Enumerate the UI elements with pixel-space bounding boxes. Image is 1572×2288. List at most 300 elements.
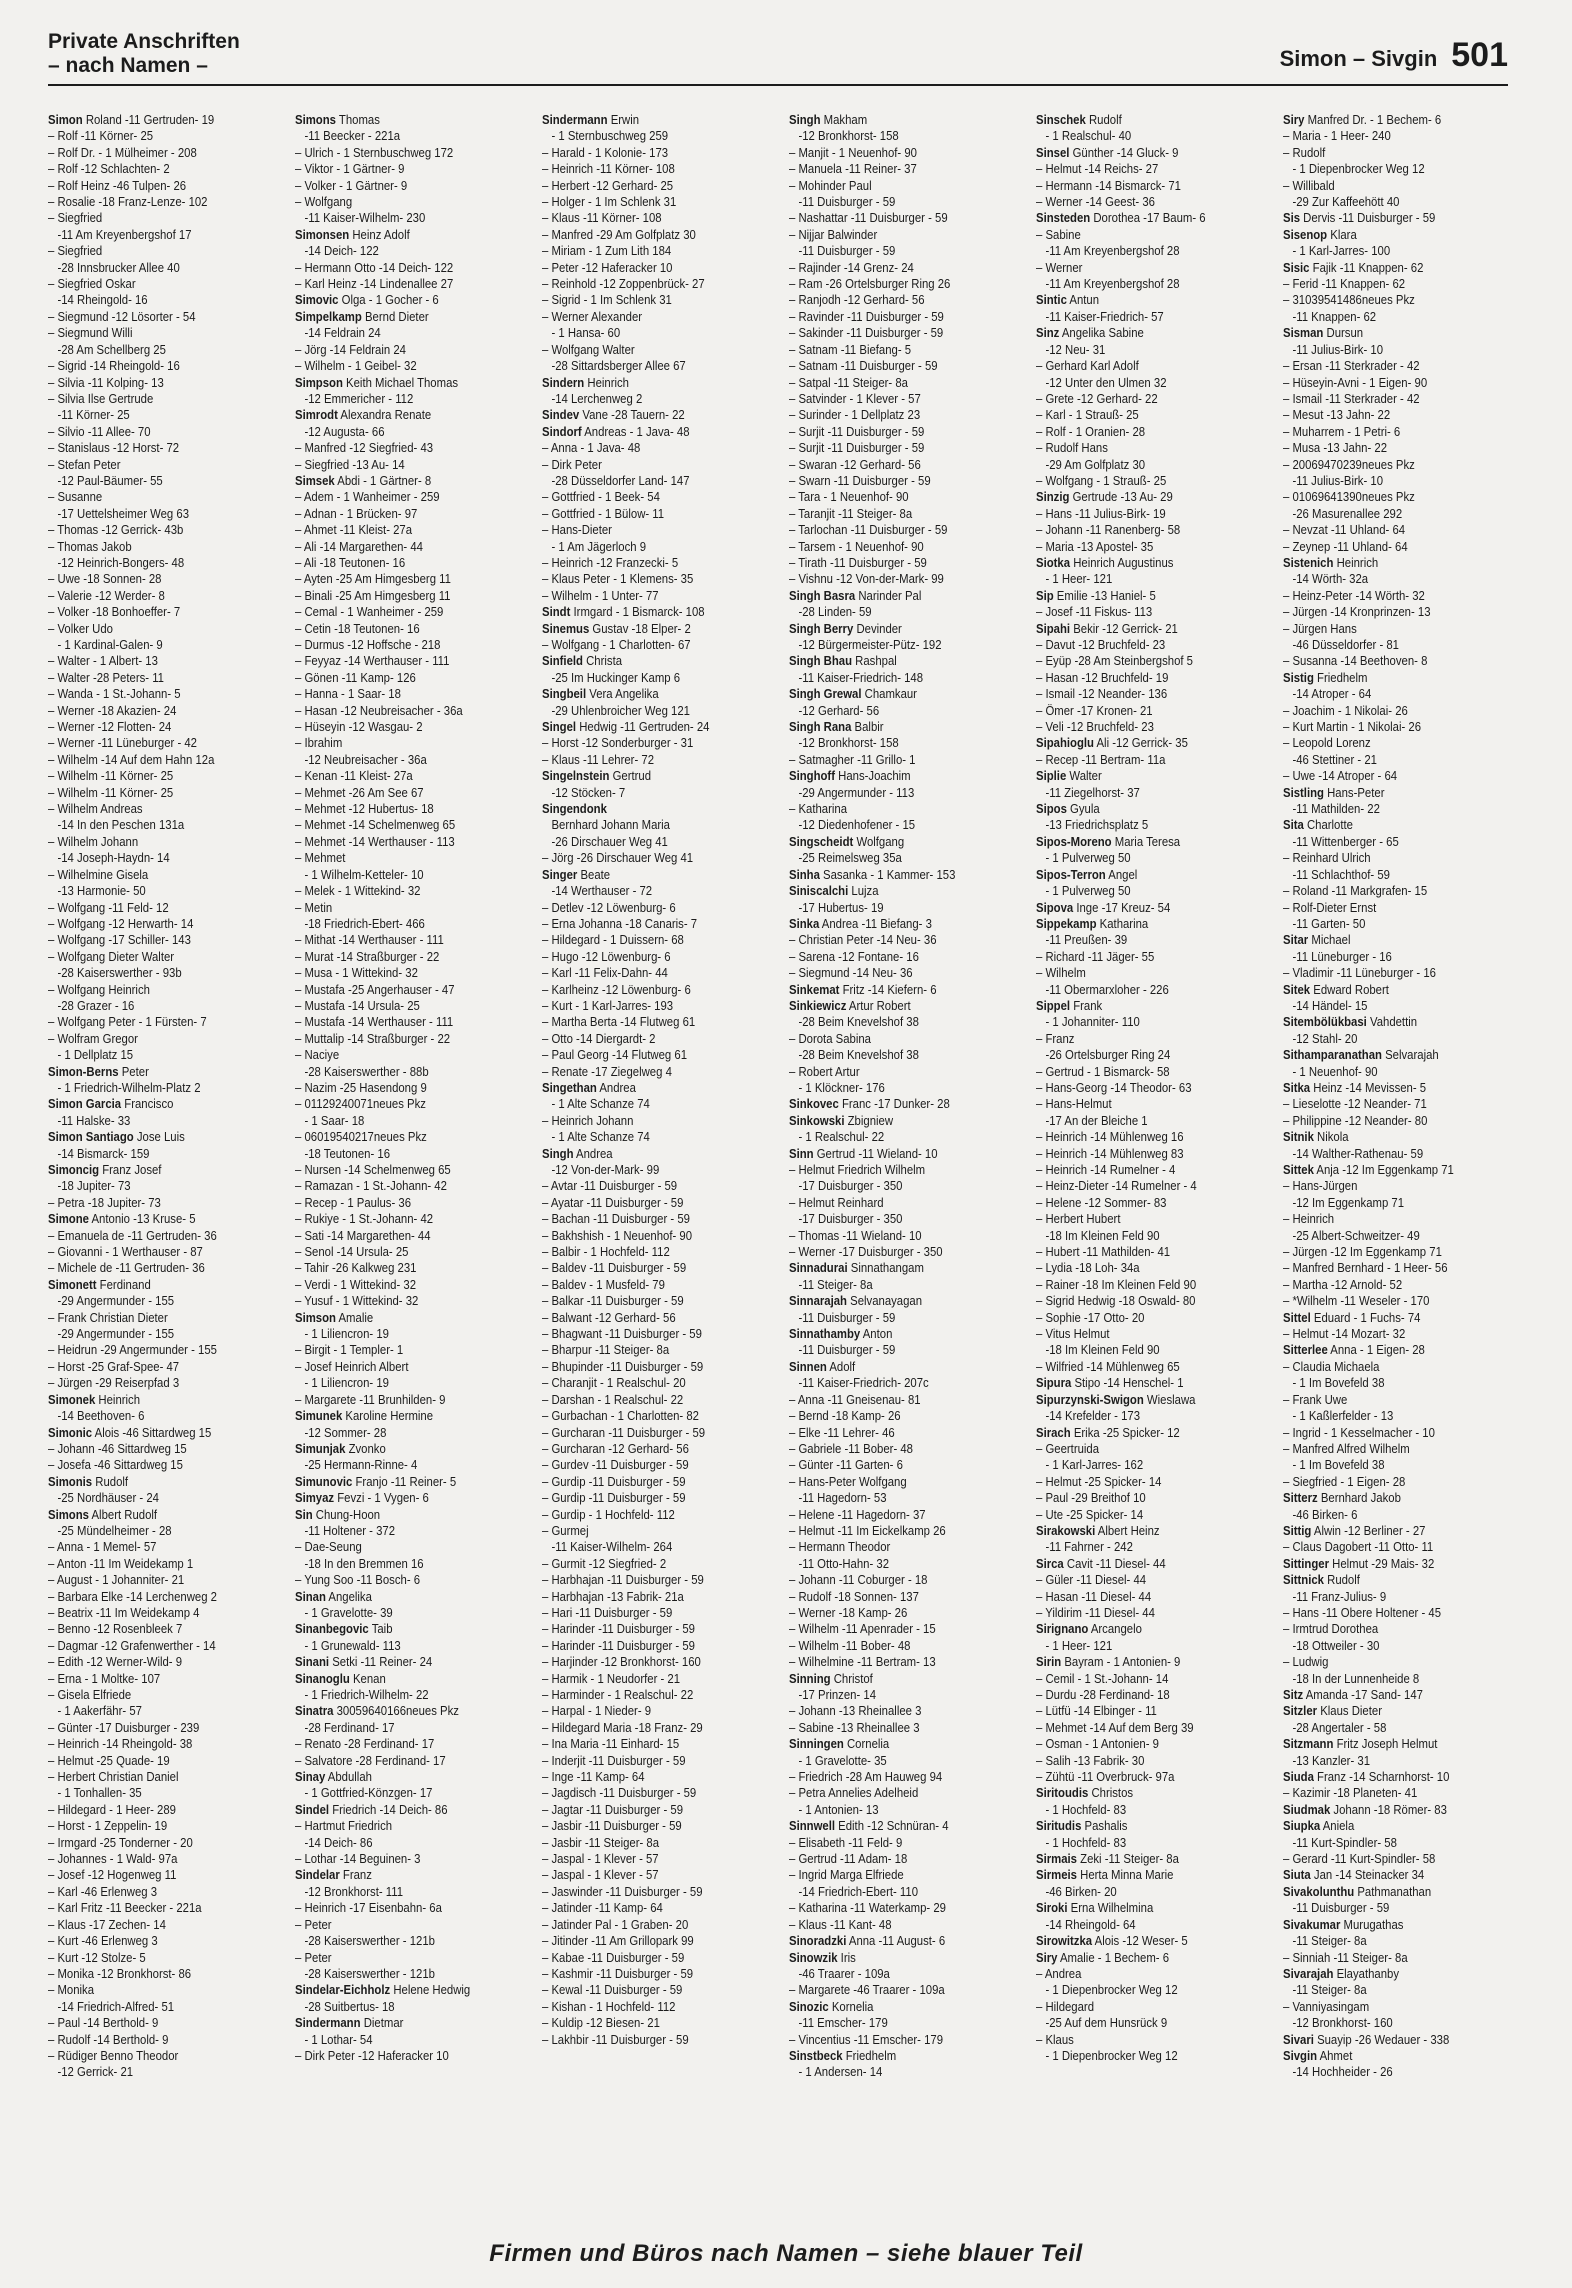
surname: Sinz — [1036, 325, 1060, 341]
entry-text: – Margarete -11 Brunhilden- 9 — [295, 1391, 446, 1407]
listing-entry — [789, 358, 1013, 374]
listing-entry — [1036, 735, 1260, 751]
listing-entry — [295, 1490, 519, 1506]
address-line: -28 Kaiserswerther - 88b — [304, 1063, 429, 1079]
listing-entry — [789, 1539, 1013, 1572]
listing-entry — [789, 145, 1013, 161]
surname: Sinning — [789, 1670, 831, 1686]
entry-text: Bernd Dieter — [364, 308, 429, 324]
listing-entry — [542, 1359, 766, 1375]
entry-text: Selvarajah — [1385, 1047, 1439, 1063]
listing-entry — [48, 1900, 272, 1916]
listing-entry — [48, 604, 272, 620]
listing-entry — [789, 1621, 1013, 1637]
surname: Sintic — [1036, 292, 1067, 308]
listing-entry — [789, 391, 1013, 407]
entry-text: – Silvia Ilse Gertrude — [48, 390, 154, 406]
entry-text: – Surinder - 1 Dellplatz 23 — [789, 407, 921, 423]
listing-entry — [295, 637, 519, 653]
entry-text: – Ravinder -11 Duisburger - 59 — [789, 308, 944, 324]
entry-text: – Bhagwant -11 Duisburger - 59 — [542, 1326, 702, 1342]
entry-text: – Wolfgang -17 Schiller- 143 — [48, 932, 191, 948]
surname: Simons — [295, 112, 336, 127]
entry-text: – Rudolf -14 Berthold- 9 — [48, 2031, 169, 2047]
surname: Sinfield — [542, 653, 583, 669]
entry-text: – Jagtar -11 Duisburger - 59 — [542, 1801, 683, 1817]
listing-entry — [789, 1933, 1013, 1949]
surname: Siotka — [1036, 554, 1071, 570]
listing-entry — [1036, 998, 1260, 1031]
listing-entry — [1283, 817, 1507, 850]
listing-entry — [542, 1982, 766, 1998]
entry-text: Dietmar — [363, 2015, 404, 2031]
surname: Sistenich — [1283, 554, 1334, 570]
address-line: -17 Prinzen- 14 — [798, 1687, 877, 1702]
entry-text: – Frank Christian Dieter — [48, 1309, 168, 1325]
entry-text: – Hans -11 Obere Holtener - 45 — [1283, 1604, 1442, 1620]
listing-entry — [1036, 900, 1260, 916]
listing-entry — [48, 1457, 272, 1473]
entry-text: – Mesut -13 Jahn- 22 — [1283, 407, 1391, 423]
entry-text: Erwin — [610, 112, 640, 127]
entry-text: – Durmus -12 Hoffsche - 218 — [295, 637, 441, 652]
address-line: -14 Krefelder - 173 — [1045, 1408, 1141, 1424]
entry-text: Edward Robert — [1313, 981, 1389, 997]
surname: Sinnarajah — [789, 1293, 847, 1309]
surname: Sinkovec — [789, 1096, 839, 1112]
listing-entry — [789, 916, 1013, 932]
listing-entry — [542, 440, 766, 456]
listing-entry — [48, 801, 272, 834]
surname: Simon-Berns — [48, 1063, 119, 1079]
entry-text: – Viktor - 1 Gärtner- 9 — [295, 161, 405, 177]
listing-entry — [542, 686, 766, 719]
entry-text: – Feyyaz -14 Werthauser - 111 — [295, 653, 450, 669]
address-line: -11 Preußen- 39 — [1045, 932, 1128, 948]
entry-text: – Klaus — [1036, 2031, 1074, 2047]
listing-entry — [542, 1490, 766, 1506]
address-line: -28 Kaiserswerther - 121b — [304, 1965, 435, 1981]
listing-entry — [542, 1835, 766, 1851]
entry-text: – Vanniyasingam — [1283, 1998, 1370, 2014]
entry-text: – Werner Alexander — [542, 308, 643, 324]
listing-entry — [789, 1654, 1013, 1670]
address-line: -11 Garten- 50 — [1292, 915, 1366, 931]
surname: Sitterz — [1283, 1490, 1318, 1506]
entry-text: – Helmut Reinhard — [789, 1194, 884, 1210]
listing-entry — [48, 900, 272, 916]
listing-entry — [1036, 1277, 1260, 1293]
entry-text: – Adnan - 1 Brücken- 97 — [295, 505, 418, 521]
address-line: Bernhard Johann Maria — [551, 817, 670, 833]
entry-text: – Friedrich -28 Am Hauweg 94 — [789, 1769, 943, 1785]
entry-text: – Helmut -14 Mozart- 32 — [1283, 1326, 1406, 1342]
surname: Sinanoglu — [295, 1670, 350, 1686]
entry-text: Klara — [1330, 226, 1357, 242]
section-title-line2: – nach Namen – — [48, 54, 208, 77]
entry-text: – Siegmund Willi — [48, 325, 133, 341]
entry-text: Bernhard Jakob — [1320, 1490, 1401, 1506]
surname: Sirmeis — [1036, 1867, 1077, 1883]
listing-entry — [1283, 1851, 1507, 1867]
entry-text: – Herbert -12 Gerhard- 25 — [542, 177, 674, 193]
listing-entry — [789, 686, 1013, 719]
listing-entry — [1036, 670, 1260, 686]
entry-text: Devinder — [856, 620, 902, 636]
entry-text: Gustav -18 Elper- 2 — [592, 620, 691, 636]
listing-entry — [789, 489, 1013, 505]
surname: Singh — [789, 112, 821, 127]
listing-entry — [1036, 1966, 1260, 1999]
listing-entry — [1283, 260, 1507, 276]
entry-text: – Elisabeth -11 Feld- 9 — [789, 1834, 903, 1850]
entry-text: – Josef -11 Fiskus- 113 — [1036, 604, 1153, 620]
listing-entry — [48, 768, 272, 784]
address-line: -12 Von-der-Mark- 99 — [551, 1162, 660, 1177]
address-line: -18 Im Kleinen Feld 90 — [1045, 1227, 1160, 1243]
listing-entry — [295, 457, 519, 473]
entry-text: – Karlheinz -12 Löwenburg- 6 — [542, 981, 691, 997]
listing-entry — [48, 1474, 272, 1507]
surname: Sita — [1283, 817, 1304, 833]
address-line: -11 Franz-Julius- 9 — [1292, 1588, 1387, 1604]
listing-entry — [1283, 900, 1507, 933]
entry-text: – Sinniah -11 Steiger- 8a — [1283, 1949, 1408, 1965]
address-line: -11 Kaiser-Wilhelm- 230 — [304, 210, 426, 226]
listing-entry — [48, 178, 272, 194]
surname: Sinha — [789, 866, 820, 882]
listing-entry — [1283, 1211, 1507, 1244]
address-line: -11 Duisburger - 59 — [798, 1309, 896, 1325]
listing-entry — [48, 621, 272, 654]
listing-entry — [1283, 457, 1507, 490]
listing-entry — [542, 1589, 766, 1605]
surname: Siry — [1036, 1949, 1058, 1965]
entry-text: – Erna Johanna -18 Canaris- 7 — [542, 915, 698, 931]
entry-text: – Cemil - 1 St.-Johann- 14 — [1036, 1670, 1169, 1686]
entry-text: – Heinrich -11 Körner- 108 — [542, 161, 675, 177]
listing-entry — [789, 440, 1013, 456]
entry-text: Aniela — [1322, 1818, 1355, 1834]
entry-text: Pathmanathan — [1357, 1883, 1432, 1899]
entry-text: – Hermann Otto -14 Deich- 122 — [295, 259, 454, 275]
surname: Sinan — [295, 1588, 326, 1604]
entry-text: Vera Angelika — [589, 686, 659, 702]
entry-text: – Klaus -11 Lehrer- 72 — [542, 751, 655, 767]
entry-text: 30059640166neues Pkz — [336, 1703, 459, 1719]
address-line: -29 Angermunder - 113 — [798, 784, 915, 800]
address-line: -12 Gerhard- 56 — [798, 702, 880, 718]
address-line: -12 Paul-Bäumer- 55 — [57, 472, 163, 488]
address-line: -11 Schlachthof- 59 — [1292, 866, 1390, 882]
listing-entry — [542, 965, 766, 981]
listing-entry — [1283, 522, 1507, 538]
entry-text: – Hermann Theodor — [789, 1539, 891, 1555]
listing-entry — [542, 932, 766, 948]
listing-entry — [295, 1572, 519, 1588]
listing-entry — [1036, 227, 1260, 260]
entry-text: Selvanayagan — [850, 1293, 923, 1309]
entry-text: – Edith -12 Werner-Wild- 9 — [48, 1654, 183, 1670]
listing-entry — [542, 1703, 766, 1719]
entry-text: Balbir — [854, 719, 884, 735]
listing-entry — [48, 1277, 272, 1310]
entry-text: – Karl Heinz -14 Lindenallee 27 — [295, 276, 454, 292]
entry-text: Wieslawa — [1146, 1391, 1196, 1407]
entry-text: – Jaspal - 1 Klever - 57 — [542, 1851, 659, 1867]
section-title — [48, 30, 240, 78]
address-line: - 1 Pulverweg 50 — [1045, 883, 1131, 899]
listing-entry — [789, 407, 1013, 423]
entry-text: – Osman - 1 Antonien- 9 — [1036, 1736, 1159, 1752]
listing-entry — [1283, 1950, 1507, 1966]
entry-text: – Wolfgang — [295, 194, 353, 210]
listing-entry — [1036, 703, 1260, 719]
entry-text: – Renato -28 Ferdinand- 17 — [295, 1736, 435, 1752]
address-line: -28 Ferdinand- 17 — [304, 1719, 395, 1735]
address-line: -17 Duisburger - 350 — [798, 1211, 903, 1227]
entry-text: – Rosalie -18 Franz-Lenze- 102 — [48, 194, 208, 210]
listing-entry — [1283, 325, 1507, 358]
listing-entry — [1036, 768, 1260, 801]
listing-entry — [295, 1342, 519, 1358]
entry-text: – Surjit -11 Duisburger - 59 — [789, 423, 925, 439]
surname: Sinzig — [1036, 489, 1070, 505]
listing-entry — [789, 1457, 1013, 1473]
listing-entry — [789, 1785, 1013, 1818]
entry-text: – Harald - 1 Kolonie- 173 — [542, 144, 669, 160]
address-line: - 1 Kaßlerfelder - 13 — [1292, 1408, 1394, 1424]
entry-text: – Wilhelm -14 Auf dem Hahn 12a — [48, 751, 215, 767]
entry-text: Maria Teresa — [1114, 833, 1181, 849]
entry-text: – Wolfgang -12 Herwarth- 14 — [48, 915, 194, 931]
listing-entry — [48, 1867, 272, 1883]
entry-text: – Helmut -25 Quade- 19 — [48, 1752, 170, 1768]
entry-text: – Gertrud -11 Adam- 18 — [789, 1851, 908, 1867]
listing-entry — [1036, 1589, 1260, 1605]
listing-entry — [789, 1326, 1013, 1359]
address-line: -26 Dirschauer Weg 41 — [551, 833, 668, 849]
address-line: -11 Mathilden- 22 — [1292, 801, 1380, 817]
entry-text: – Ayatar -11 Duisburger - 59 — [542, 1194, 684, 1210]
entry-text: – Baldev -11 Duisburger - 59 — [542, 1260, 687, 1276]
surname: Singbeil — [542, 686, 587, 702]
surname: Singel — [542, 719, 577, 735]
entry-text: – Susanne — [48, 489, 103, 505]
surname: Sinkowski — [789, 1112, 845, 1128]
listing-entry — [48, 1950, 272, 1966]
name-range: Simon – Sivgin — [1279, 46, 1438, 71]
surname: Sisenop — [1283, 226, 1328, 242]
surname: Sitek — [1283, 981, 1311, 997]
listing-entry — [1036, 1375, 1260, 1391]
entry-text: Christof — [833, 1670, 873, 1686]
listing-entry — [789, 375, 1013, 391]
entry-text: – Johann -11 Ranenberg- 58 — [1036, 522, 1181, 538]
listing-entry — [542, 210, 766, 226]
entry-text: – Salvatore -28 Ferdinand- 17 — [295, 1752, 446, 1768]
listing-entry — [789, 539, 1013, 555]
entry-text: – Hildegard — [1036, 1998, 1095, 2014]
entry-text: – Walter -28 Peters- 11 — [48, 669, 164, 685]
listing-entry — [295, 1096, 519, 1129]
listing-entry — [542, 292, 766, 308]
entry-text: – Rainer -18 Im Kleinen Feld 90 — [1036, 1276, 1197, 1292]
listing-entry — [48, 539, 272, 572]
entry-text: Cavit -11 Diesel- 44 — [1066, 1555, 1166, 1571]
listing-entry — [1283, 1769, 1507, 1785]
listing-entry — [295, 358, 519, 374]
listing-entry — [48, 1933, 272, 1949]
entry-text: Frank — [1073, 997, 1103, 1013]
surname: Sipova — [1036, 899, 1074, 915]
address-line: -11 Steiger- 8a — [1292, 1982, 1367, 1998]
listing-entry — [48, 1260, 272, 1276]
listing-entry — [1036, 1244, 1260, 1260]
listing-entry — [48, 145, 272, 161]
listing-entry — [789, 1605, 1013, 1621]
listing-entry — [1036, 1671, 1260, 1687]
address-line: -12 Bronkhorst- 111 — [304, 1883, 404, 1899]
entry-text: Andrea — [576, 1145, 613, 1161]
entry-text: – Rolf-Dieter Ernst — [1283, 899, 1377, 915]
listing-entry — [295, 571, 519, 587]
entry-text: Cornelia — [846, 1736, 890, 1752]
listing-entry — [48, 358, 272, 374]
listing-entry — [789, 1392, 1013, 1408]
entry-text: – Mustafa -25 Angerhauser - 47 — [295, 981, 455, 997]
surname: Sin — [295, 1506, 313, 1522]
entry-text: – Manuela -11 Reiner- 37 — [789, 161, 917, 177]
listing-entry — [48, 1654, 272, 1670]
entry-text: – Bachan -11 Duisburger - 59 — [542, 1211, 690, 1227]
surname: Singendonk — [542, 801, 607, 817]
entry-text: – August - 1 Johanniter- 21 — [48, 1572, 185, 1588]
address-line: -14 Feldrain 24 — [304, 325, 381, 341]
entry-text: – Wilhelm - 1 Geibel- 32 — [295, 358, 417, 374]
listing-entry — [789, 1769, 1013, 1785]
listing-entry — [295, 1408, 519, 1441]
listing-entry — [789, 621, 1013, 654]
listing-entry — [542, 1408, 766, 1424]
listing-entry — [48, 949, 272, 982]
surname: Siuda — [1283, 1769, 1314, 1785]
listing-entry — [1036, 1818, 1260, 1851]
entry-text: – Hans -11 Julius-Birk- 19 — [1036, 505, 1166, 521]
listing-entry — [1283, 703, 1507, 719]
entry-text: – Inderjit -11 Duisburger - 59 — [542, 1752, 686, 1768]
listing-entry — [789, 1244, 1013, 1260]
listing-entry — [1036, 1178, 1260, 1194]
entry-text: – Werner -14 Geest- 36 — [1036, 194, 1155, 210]
entry-text: Angelika — [328, 1588, 372, 1604]
entry-text: – Detlev -12 Löwenburg- 6 — [542, 899, 676, 915]
listing-entry — [1283, 1359, 1507, 1392]
entry-text: – Ute -25 Spicker- 14 — [1036, 1506, 1144, 1522]
entry-text: – Rolf - 1 Oranien- 28 — [1036, 423, 1146, 439]
entry-text: Sinnathangam — [850, 1260, 924, 1276]
entry-text: – Surjit -11 Duisburger - 59 — [789, 440, 925, 456]
listing-entry — [1036, 1195, 1260, 1211]
listing-entry — [48, 2015, 272, 2031]
entry-text: – Hüseyin -12 Wasgau- 2 — [295, 719, 423, 735]
surname: Simonek — [48, 1391, 96, 1407]
entry-text: – Yung Soo -11 Bosch- 6 — [295, 1572, 421, 1588]
entry-text: – Stanislaus -12 Horst- 72 — [48, 440, 180, 456]
listing-entry — [1283, 1818, 1507, 1851]
listing-entry — [542, 342, 766, 375]
entry-text: Rudolf — [1088, 112, 1122, 127]
entry-text: – Zeynep -11 Uhland- 64 — [1283, 538, 1408, 554]
entry-text: – Sophie -17 Otto- 20 — [1036, 1309, 1145, 1325]
listing-entry — [48, 1211, 272, 1227]
surname: Sinn — [789, 1145, 814, 1161]
entry-text: – Hildegard Maria -18 Franz- 29 — [542, 1719, 703, 1735]
listing-entry — [789, 752, 1013, 768]
entry-text: Hans-Joachim — [838, 768, 911, 784]
listing-entry — [1036, 1950, 1260, 1966]
entry-text: – Volker - 1 Gärtner- 9 — [295, 177, 408, 193]
listing-entry — [1036, 1326, 1260, 1359]
address-line: -25 Reimelsweg 35a — [798, 850, 902, 866]
entry-text: – Verdi - 1 Wittekind- 32 — [295, 1276, 417, 1292]
listing-entry — [1283, 1654, 1507, 1687]
entry-text: – Wanda - 1 St.-Johann- 5 — [48, 686, 181, 702]
entry-text: – Sati -14 Margarethen- 44 — [295, 1227, 431, 1243]
entry-text: – Günter -17 Duisburger - 239 — [48, 1719, 200, 1735]
entry-text: – Miriam - 1 Zum Lith 184 — [542, 243, 672, 259]
listing-entry — [789, 1589, 1013, 1605]
entry-text: – Paul -14 Berthold- 9 — [48, 2015, 159, 2031]
listing-entry — [295, 1260, 519, 1276]
listing-entry — [295, 998, 519, 1014]
listing-entry — [48, 1441, 272, 1457]
listing-entry — [1036, 210, 1260, 226]
section-title-line1: Private Anschriften — [48, 30, 240, 53]
entry-text: – Gurdev -11 Duisburger - 59 — [542, 1457, 689, 1473]
surname: Simovic — [295, 292, 339, 308]
listing-entry — [1283, 1096, 1507, 1112]
listing-entry — [295, 473, 519, 489]
surname: Sinozic — [789, 1998, 829, 2014]
entry-text: – Wilhelm — [1036, 965, 1086, 981]
listing-entry — [1283, 276, 1507, 292]
listing-entry — [542, 522, 766, 555]
entry-text: Suayip -26 Wedauer - 338 — [1317, 2031, 1450, 2047]
entry-text: – Werner -18 Akazien- 24 — [48, 702, 177, 718]
entry-text: – Gisela Elfriede — [48, 1687, 132, 1702]
entry-text: – Balbir - 1 Hochfeld- 112 — [542, 1244, 670, 1260]
listing-entry — [295, 719, 519, 735]
listing-entry — [48, 1014, 272, 1030]
entry-text: – Karl - 1 Strauß- 25 — [1036, 407, 1139, 423]
listing-entry — [789, 1195, 1013, 1228]
listing-entry — [542, 407, 766, 423]
entry-text: – Anna -11 Gneisenau- 81 — [789, 1391, 921, 1407]
entry-text: – Rajinder -14 Grenz- 24 — [789, 259, 914, 275]
address-line: -46 Traarer - 109a — [798, 1965, 890, 1981]
entry-text: – Rolf Dr. - 1 Mülheimer - 208 — [48, 144, 197, 160]
address-line: - 1 Liliencron- 19 — [304, 1326, 389, 1342]
listing-entry — [48, 834, 272, 867]
listing-entry — [48, 752, 272, 768]
listing-entry — [789, 522, 1013, 538]
entry-text: – Swaran -12 Gerhard- 56 — [789, 456, 921, 472]
entry-text: Heinz Adolf — [352, 226, 410, 242]
listing-entry — [1283, 178, 1507, 211]
address-line: - 1 Realschul- 22 — [798, 1129, 885, 1145]
entry-text: – Eyüp -28 Am Steinbergshof 5 — [1036, 653, 1193, 669]
